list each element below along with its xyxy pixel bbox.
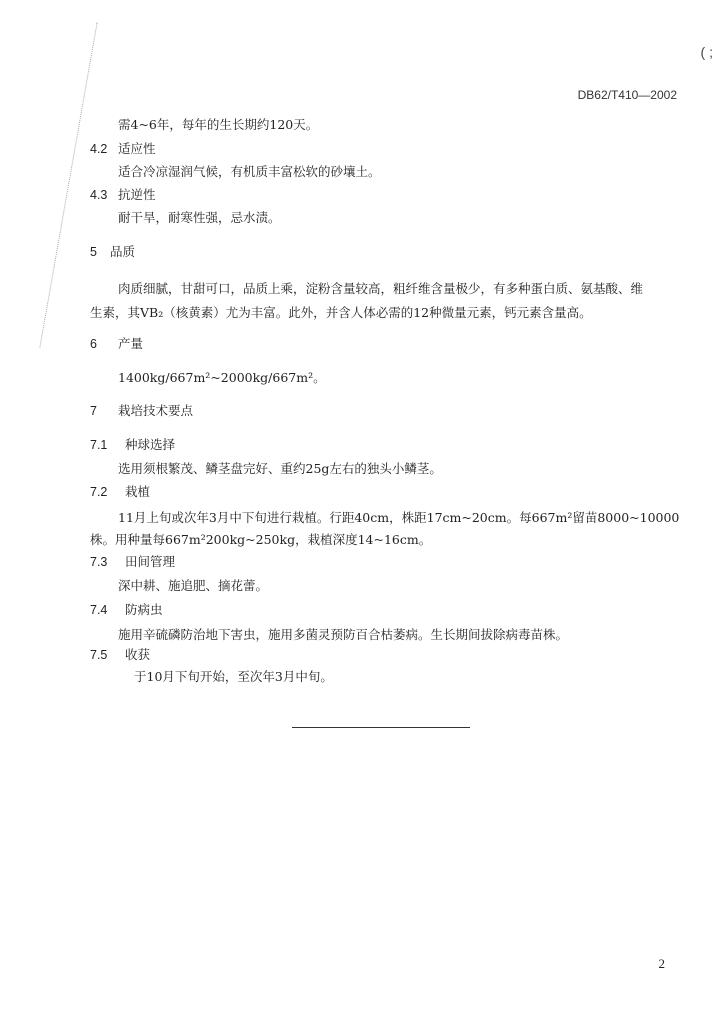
section-number: 4.3 (90, 188, 108, 202)
section-heading: 栽培技术要点 (118, 403, 194, 418)
corner-mark: ( ; (700, 44, 713, 60)
text-line: 肉质细腻，甘甜可口，品质上乘，淀粉含量较高，粗纤维含量极少，有多种蛋白质、氨基酸、维 (118, 281, 644, 296)
section-heading: 收获 (125, 647, 151, 662)
section-heading: 栽植 (125, 484, 151, 499)
text-line: 1400kg/667m²~2000kg/667m²。 (118, 370, 326, 385)
page-number: 2 (658, 956, 665, 971)
section-number: 7.1 (90, 438, 108, 452)
text-line: 于10月下旬开始，至次年3月中旬。 (134, 669, 333, 684)
section-number: 7.3 (90, 555, 108, 569)
section-number: 5 (90, 245, 97, 259)
section-heading: 适应性 (118, 141, 156, 156)
section-heading: 抗逆性 (118, 187, 156, 202)
section-number: 6 (90, 337, 97, 351)
section-number: 7.5 (90, 648, 108, 662)
section-heading: 产量 (118, 336, 144, 351)
text-line: 选用须根繁茂、鳞茎盘完好、重约25g左右的独头小鳞茎。 (118, 461, 442, 476)
text-line: 施用辛硫磷防治地下害虫，施用多菌灵预防百合枯萎病。生长期间拔除病毒苗株。 (118, 627, 569, 642)
section-heading: 种球选择 (125, 437, 176, 452)
section-heading: 田间管理 (125, 554, 176, 569)
scan-artifact (39, 22, 97, 347)
text-line: 11月上旬或次年3月中下旬进行栽植。行距40cm，株距17cm~20cm。每667m²留苗8000~10000 (118, 510, 680, 525)
text-line: 株。用种量每667m²200kg~250kg，栽植深度14~16cm。 (90, 532, 432, 547)
text-line: 深中耕、施追肥、摘花蕾。 (118, 578, 269, 593)
section-heading: 品质 (110, 244, 136, 259)
section-number: 7 (90, 404, 97, 418)
section-number: 7.4 (90, 603, 108, 617)
section-number: 4.2 (90, 142, 108, 156)
text-line: 生素，其VB₂（核黄素）尤为丰富。此外，并含人体必需的12种微量元素，钙元素含量高。 (90, 305, 592, 320)
text-line: 适合冷凉湿润气候，有机质丰富松软的砂壤土。 (118, 164, 381, 179)
section-heading: 防病虫 (125, 602, 163, 617)
end-rule (292, 727, 470, 728)
document-code: DB62/T410—2002 (577, 88, 677, 102)
section-number: 7.2 (90, 485, 108, 499)
text-line: 需4~6年，每年的生长期约120天。 (118, 117, 319, 132)
text-line: 耐干旱，耐寒性强，忌水渍。 (118, 210, 281, 225)
